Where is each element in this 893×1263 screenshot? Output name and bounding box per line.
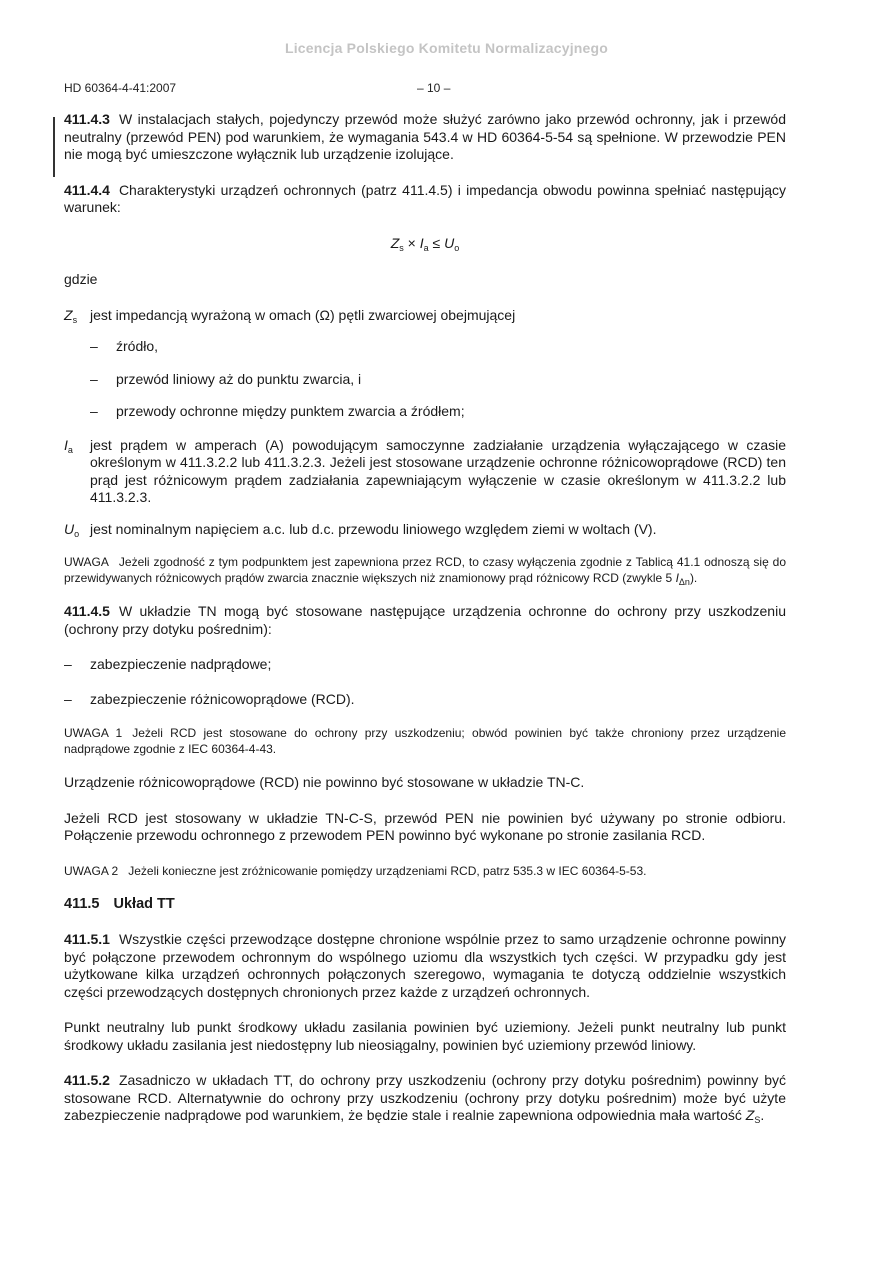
definition-text: jest impedancją wyrażoną w omach (Ω) pętli zwarciowej obejmującej: [90, 306, 516, 323]
clause-411-5-1: [64, 931, 786, 1001]
note-label: UWAGA 1: [64, 726, 123, 740]
list-item: – zabezpieczenie różnicowoprądowe (RCD).: [64, 690, 355, 707]
definition-symbol: $Z_s$: [64, 306, 78, 325]
clause-number: 411.5.1: [64, 931, 110, 947]
clause-number: 411.4.4: [64, 181, 110, 198]
definition-text: jest nominalnym napięciem a.c. lub d.c. przewodu liniowego względem ziemi w woltach (V).: [90, 520, 657, 537]
clause-411-4-3: [64, 111, 786, 164]
note-rcd-times: UWAGA Jeżeli zgodność z tym podpunktem jest zapewniona przez RCD, to czasy wyłączenia zgodnie z Tablicą 41.1 odnoszą się do przewidywanych różnicowych prądów zwarcia znacznie większych niż znamionowy prąd różnicowy RCD (zwykle 5 $I_{\Delta n}$).: [64, 555, 786, 587]
definition-zs: [64, 307, 786, 325]
clause-411-5-2: 411.5.2 Zasadniczo w układach TT, do ochrony przy uszkodzeniu (ochrony przy dotyku pośrednim) powinny być stosowane RCD. Alternatywnie do ochrony przy uszkodzeniu (ochrony przy dotyku pośrednim) może być użyte zabezpieczenie nadprądowe pod warunkiem, że będzie stale i realnie zapewniona odpowiednia mała wartość $Z_S$.: [64, 1072, 786, 1125]
document-body: [64, 111, 786, 1143]
definition-text: jest prądem w amperach (A) powodującym samoczynne zadziałanie urządzenia wyłączającego w czasie określonym w 411.3.2.2 lub 411.3.2.3. Jeżeli jest stosowane urządzenie ochronne różnicowoprądowe (RCD) ten prąd jest różnicowym prądem zadziałania zapewniającym wyłączenie w czasie określonym w 411.3.2.2 lub 411.3.2.3.: [90, 436, 786, 505]
list-item: – zabezpieczenie nadprądowe;: [64, 656, 272, 672]
tn-devices-list: [64, 656, 786, 708]
clause-text: Zasadniczo w układach TT, do ochrony przy uszkodzeniu (ochrony przy dotyku pośrednim) powinny być stosowane RCD. Alternatywnie do ochrony przy uszkodzeniu (ochrony przy dotyku pośrednim) może być użyte zabezpieczenie nadprądowe pod warunkiem, że będzie stale i realnie zapewniona odpowiednia mała wartość: [64, 1072, 786, 1123]
clause-text: W instalacjach stałych, pojedynczy przewód może służyć zarówno jako przewód ochronny, jak i przewód neutralny (przewód PEN) pod warunkiem, że wymagania 543.4 w HD 60364-5-54 są spełnione. W przewodzie PEN nie mogą być umieszczone wyłącznik lub urządzenie izolujące.: [64, 111, 786, 162]
paragraph-tn-c-s: Jeżeli RCD jest stosowany w układzie TN-C-S, przewód PEN nie powinien być używany po stronie odbioru. Połączenie przewodu ochronnego z przewodem PEN powinno być wykonane po stronie zasilania RCD.: [64, 809, 786, 843]
clause-number: 411.4.5: [64, 603, 110, 619]
page-number: – 10 –: [417, 81, 451, 95]
clause-411-4-5: [64, 603, 786, 638]
section-heading-411-5: 411.5 Układ TT: [64, 895, 175, 912]
formula-zs: Z: [390, 234, 400, 251]
standard-number: HD 60364-4-41:2007: [64, 81, 177, 95]
paragraph-neutral-point: Punkt neutralny lub punkt środkowy układu zasilania powinien być uziemiony. Jeżeli punkt neutralny lub punkt środkowy układu zasilania jest niedostępny lub nieosiągalny, powinien być uziemiony przewód liniowy.: [64, 1019, 786, 1053]
formula-times: ×: [403, 234, 420, 251]
zs-components-list: [90, 338, 786, 421]
license-watermark: Licencja Polskiego Komitetu Normalizacyjnego: [284, 40, 609, 56]
clause-text: W układzie TN mogą być stosowane następujące urządzenia ochronne do ochrony przy uszkodzeniu (ochrony przy dotyku pośrednim):: [64, 603, 786, 637]
definition-symbol: $I_a$: [64, 436, 73, 455]
definition-symbol: $U_o$: [64, 520, 80, 539]
formula: [64, 235, 786, 253]
formula-zs-sub: s: [399, 242, 404, 253]
note-label: UWAGA: [64, 555, 109, 569]
note-1: UWAGA 1 Jeżeli RCD jest stosowane do ochrony przy uszkodzeniu; obwód powinien być także chroniony przez urządzenie nadprądowe zgodnie z IEC 60364-4-43.: [64, 726, 787, 756]
definition-ia: [64, 437, 786, 507]
formula-le: ≤: [428, 234, 445, 251]
definition-uo: [64, 521, 786, 539]
formula-ia: I: [419, 234, 424, 251]
note-label: UWAGA 2: [64, 863, 119, 878]
paragraph-tn-c: Urządzenie różnicowoprądowe (RCD) nie powinno być stosowane w układzie TN-C.: [64, 774, 585, 790]
list-item: – przewód liniowy aż do punktu zwarcia, i: [90, 370, 362, 387]
where-label: gdzie: [64, 271, 98, 287]
formula-ia-sub: a: [423, 242, 429, 253]
clause-number: 411.5.2: [64, 1072, 110, 1088]
clause-text: Charakterystyki urządzeń ochronnych (patrz 411.4.5) i impedancja obwodu powinna spełniać następujący warunek:: [64, 181, 786, 215]
change-bar: [53, 117, 55, 177]
note-2: UWAGA 2 Jeżeli konieczne jest zróżnicowanie pomiędzy urządzeniami RCD, patrz 535.3 w IEC 60364-5-53.: [64, 863, 647, 878]
clause-text: Wszystkie części przewodzące dostępne chronione wspólnie przez to samo urządzenie ochronne powinny być połączone przewodem ochronnym do wspólnego uziomu dla wszystkich tych części. W przypadku gdy jest użytkowane kilka urządzeń ochronnych połączonych szeregowo, wymagania te dotyczą oddzielnie wszystkich części przewodzących dostępnych chronionych przez każde z urządzeń ochronnych.: [64, 931, 786, 1000]
list-item: – źródło,: [90, 338, 159, 354]
clause-number: 411.4.3: [64, 111, 110, 127]
formula-u: U: [444, 234, 455, 251]
list-item: – przewody ochronne między punktem zwarcia a źródłem;: [90, 403, 465, 419]
formula-u-sub: o: [454, 242, 460, 253]
clause-411-4-4: [64, 182, 786, 217]
